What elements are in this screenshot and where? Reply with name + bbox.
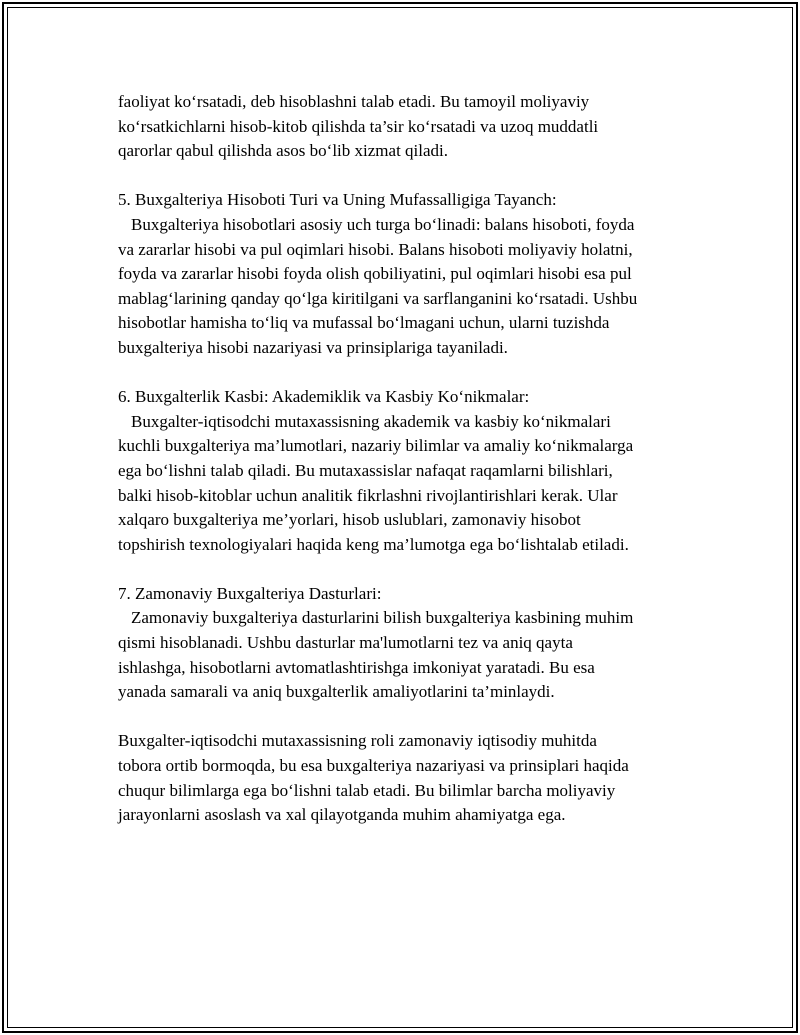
section-heading: 6. Buxgalterlik Kasbi: Akademiklik va Kasbiy Ko‘nikmalar: bbox=[118, 387, 530, 407]
conclusion-paragraph bbox=[118, 729, 698, 827]
text-line: yanada samarali va aniq buxgalterlik amaliyotlarini ta’minlaydi. bbox=[118, 682, 555, 702]
text-line: Buxgalter-iqtisodchi mutaxassisning roli zamonaviy iqtisodiy muhitda bbox=[118, 731, 597, 751]
text-line: hisobotlar hamisha to‘liq va mufassal bo‘lmagani uchun, ularni tuzishda bbox=[118, 313, 610, 333]
section-7 bbox=[118, 582, 698, 705]
text-line: Buxgalteriya hisobotlari asosiy uch turga bo‘linadi: balans hisoboti, foyda bbox=[131, 214, 635, 234]
text-line: ko‘rsatkichlarni hisob-kitob qilishda ta’sir ko‘rsatadi va uzoq muddatli bbox=[118, 116, 599, 136]
text-line: foyda va zararlar hisobi foyda olish qobiliyatini, pul oqimlari hisobi esa pul bbox=[118, 264, 632, 284]
paragraph-gap bbox=[118, 164, 698, 189]
text-line: kuchli buxgalteriya ma’lumotlari, nazariy bilimlar va amaliy ko‘nikmalarga bbox=[118, 436, 634, 456]
intro-paragraph bbox=[118, 90, 698, 164]
text-line: qismi hisoblanadi. Ushbu dasturlar ma'lumotlarni tez va aniq qayta bbox=[118, 633, 573, 653]
paragraph-gap bbox=[118, 557, 698, 582]
section-heading: 7. Zamonaviy Buxgalteriya Dasturlari: bbox=[118, 583, 382, 603]
text-line: qarorlar qabul qilishda asos bo‘lib xizmat qiladi. bbox=[118, 141, 449, 161]
document-body bbox=[118, 90, 698, 828]
text-line: faoliyat ko‘rsatadi, deb hisoblashni talab etadi. Bu tamoyil moliyaviy bbox=[118, 92, 590, 111]
section-heading: 5. Buxgalteriya Hisoboti Turi va Uning Mufassalligiga Tayanch: bbox=[118, 190, 557, 210]
text-line: tobora ortib bormoqda, bu esa buxgalteriya nazariyasi va prinsiplari haqida bbox=[118, 756, 629, 776]
text-line: mablag‘larining qanday qo‘lga kiritilgani va sarflanganini ko‘rsatadi. Ushbu bbox=[118, 288, 638, 308]
text-line: ega bo‘lishni talab qiladi. Bu mutaxassislar nafaqat raqamlarni bilishlari, bbox=[118, 460, 613, 480]
paragraph-gap bbox=[118, 705, 698, 730]
text-line: jarayonlarni asoslash va xal qilayotganda muhim ahamiyatga ega. bbox=[118, 805, 566, 825]
text-line: Buxgalter-iqtisodchi mutaxassisning akademik va kasbiy ko‘nikmalari bbox=[131, 411, 611, 431]
text-line: Zamonaviy buxgalteriya dasturlarini bilish buxgalteriya kasbining muhim bbox=[131, 608, 634, 628]
text-line: ishlashga, hisobotlarni avtomatlashtirishga imkoniyat yaratadi. Bu esa bbox=[118, 657, 595, 677]
section-6 bbox=[118, 385, 698, 557]
text-line: va zararlar hisobi va pul oqimlari hisobi. Balans hisoboti moliyaviy holatni, bbox=[118, 239, 633, 259]
text-line: topshirish texnologiyalari haqida keng ma’lumotga ega bo‘lishtalab etiladi. bbox=[118, 534, 629, 554]
paragraph-gap bbox=[118, 361, 698, 386]
section-5 bbox=[118, 188, 698, 360]
text-line: buxgalteriya hisobi nazariyasi va prinsiplariga tayaniladi. bbox=[118, 337, 508, 357]
text-line: chuqur bilimlarga ega bo‘lishni talab etadi. Bu bilimlar barcha moliyaviy bbox=[118, 780, 616, 800]
text-line: xalqaro buxgalteriya me’yorlari, hisob uslublari, zamonaviy hisobot bbox=[118, 510, 581, 530]
text-line: balki hisob-kitoblar uchun analitik fikrlashni rivojlantirishlari kerak. Ular bbox=[118, 485, 618, 505]
